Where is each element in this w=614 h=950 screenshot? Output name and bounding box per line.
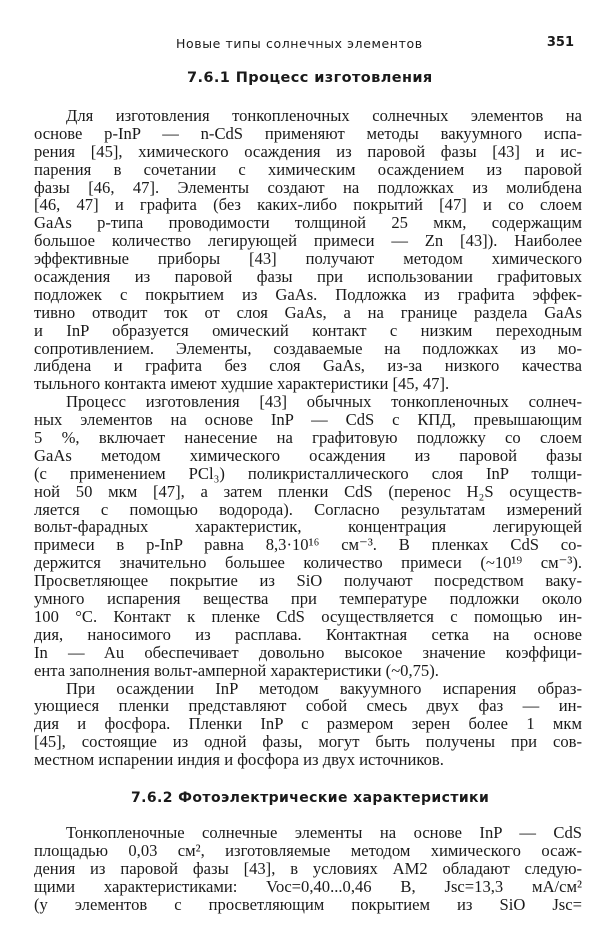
text-line: (с применением PCl₃) поликристаллического слоя InP толщи- xyxy=(34,463,582,483)
text-line: примеси в p-InP равна 8,3·10¹⁶ см⁻³. В пленках CdS со- xyxy=(34,535,582,555)
text-line: фазы [46, 47]. Элементы создают на подложках из молибдена xyxy=(34,177,582,197)
text-line: ента заполнения вольт-амперной характеристики (~0,75). xyxy=(34,660,439,680)
text-line: дия, наносимого из расплава. Контактная сетка на основе xyxy=(34,624,582,644)
running-head: Новые типы солнечных элементов xyxy=(176,36,423,51)
text-line: ных элементов на основе InP — CdS с КПД, превышающим xyxy=(34,410,582,430)
text-line: подложек с покрытием из GaAs. Подложка из графита эффек- xyxy=(34,284,582,304)
text-line: сопротивлением. Элементы, создаваемые на подложках из мо- xyxy=(34,338,582,358)
text-line: Тонкопленочные солнечные элементы на основе InP — CdS xyxy=(66,823,582,842)
text-line: основе p-InP — n-CdS применяют методы вакуумного испа- xyxy=(34,123,582,143)
text-line: Процесс изготовления [43] обычных тонкопленочных солнеч- xyxy=(66,392,582,412)
section-heading-7-6-1: 7.6.1 Процесс изготовления xyxy=(187,70,433,86)
text-line: [45], состоящие из одной фазы, могут быть получены при сов- xyxy=(34,732,582,752)
text-line: дения из паровой фазы [43], в условиях AM2 обладают следую- xyxy=(34,858,582,878)
text-line: ляется с помощью водорода). Согласно результатам измерений xyxy=(34,499,582,519)
section-heading-7-6-2: 7.6.2 Фотоэлектрические характеристики xyxy=(131,790,490,806)
text-line: In — Au обеспечивает довольно высокое значение коэффици- xyxy=(34,642,582,662)
text-line: GaAs p-типа проводимости толщиной 25 мкм, содержащим xyxy=(34,213,582,233)
section-1-body xyxy=(34,107,582,769)
section-2-body xyxy=(34,824,582,913)
text-line: большое количество легирующей примеси — Zn [43]). Наиболее xyxy=(34,231,582,251)
text-line: 5 %, включает нанесение на графитовую подложку со слоем xyxy=(34,428,582,448)
text-line: При осаждении InP методом вакуумного испарения образ- xyxy=(66,678,582,698)
text-line: и InP образуется омический контакт с низким переходным xyxy=(34,320,582,340)
text-line: держится значительно большее количество примеси (~10¹⁹ см⁻³). xyxy=(34,553,582,573)
text-line: тыльного контакта имеют худшие характеристики [45, 47]. xyxy=(34,374,450,394)
text-line: площадью 0,03 см², изготовляемые методом химического осаж- xyxy=(34,840,582,860)
text-line: [46, 47] и графита (без каких-либо покрытий [47] и со слоем xyxy=(34,195,582,215)
text-line: Для изготовления тонкопленочных солнечных элементов на xyxy=(66,106,582,125)
text-line: щими характеристиками: Voc=0,40...0,46 В, Jsc=13,3 мА/см² xyxy=(34,876,582,896)
text-line: (у элементов с просветляющим покрытием из SiO Jsc= xyxy=(34,894,582,914)
text-line: GaAs методом химического осаждения из паровой фазы xyxy=(34,445,582,465)
text-line: 100 °C. Контакт к пленке CdS осуществляется с помощью ин- xyxy=(34,606,582,626)
text-line: либдена и графита без слоя GaAs, из-за низкого качества xyxy=(34,356,582,376)
text-line: тивно отводит ток от слоя GaAs, а на границе раздела GaAs xyxy=(34,302,582,322)
text-line: Просветляющее покрытие из SiO получают посредством ваку- xyxy=(34,571,582,591)
page-number: 351 xyxy=(546,35,574,50)
text-line: рения [45], химического осаждения из паровой фазы [43] и ис- xyxy=(34,141,582,161)
text-line: парения в сочетании с химическим осаждением из паровой xyxy=(34,159,582,179)
text-line: ной 50 мкм [47], а затем пленки CdS (перенос H₂S осуществ- xyxy=(34,481,582,501)
text-line: эффективные приборы [43] получают методом химического xyxy=(34,249,582,269)
text-line: осаждения из паровой фазы при использовании графитовых xyxy=(34,267,582,287)
text-line: местном испарении индия и фосфора из двух источников. xyxy=(34,750,444,770)
text-line: дия и фосфора. Пленки InP с размером зерен более 1 мкм xyxy=(34,714,582,734)
text-line: вольт-фарадных характеристик, концентрация легирующей xyxy=(34,517,582,537)
text-line: умного испарения вещества при температуре подложки около xyxy=(34,589,582,609)
text-line: ующиеся пленки представляют собой смесь двух фаз — ин- xyxy=(34,696,582,716)
